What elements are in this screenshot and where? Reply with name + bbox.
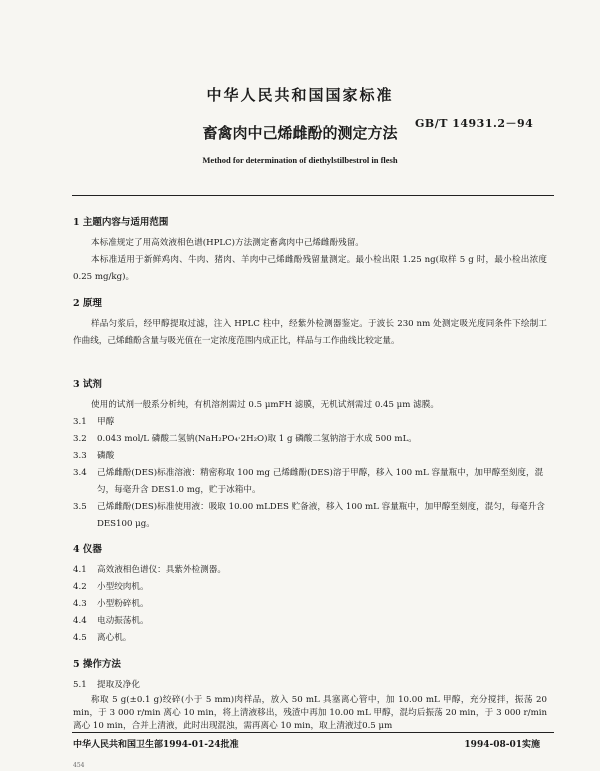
item-text: 甲醇 — [97, 417, 115, 427]
list-item — [73, 465, 547, 499]
list-item — [73, 579, 547, 596]
list-item — [73, 630, 547, 647]
header-divider — [72, 195, 554, 196]
section-heading-4: 4 仪器 — [73, 544, 102, 555]
page-number: 454 — [73, 762, 85, 769]
list-item — [73, 613, 547, 630]
item-number: 3.5 — [73, 502, 87, 512]
item-text: 小型粉碎机。 — [97, 599, 149, 609]
item-number: 3.3 — [73, 451, 87, 461]
approval-date: 中华人民共和国卫生部1994-01-24批准 — [73, 740, 239, 750]
section-1-paragraph: 本标准适用于新鲜鸡肉、牛肉、猪肉、羊肉中己烯雌酚残留量测定。最小检出限 1.25 ng(取样 5 g 时，最小检出浓度 0.25 mg/kg)。 — [73, 255, 547, 282]
item-text: 小型绞肉机。 — [97, 582, 149, 592]
item-text: 己烯雌酚(DES)标准使用液：吸取 10.00 mLDES 贮备液，移入 100 mL 容量瓶中，加甲醇至刻度，混匀，每毫升含 DES100 μg。 — [97, 502, 545, 529]
document-subtitle: Method for determination of diethylstilbestrol in flesh — [202, 155, 398, 165]
item-number: 3.4 — [73, 468, 87, 478]
standard-code: GB/T 14931.2－94 — [415, 117, 534, 130]
item-number: 3.2 — [73, 434, 87, 444]
list-item — [73, 499, 547, 533]
item-text: 提取及净化 — [97, 680, 140, 690]
item-text: 电动振荡机。 — [97, 616, 149, 626]
section-heading-3: 3 试剂 — [73, 379, 102, 390]
list-item — [73, 677, 547, 694]
item-number: 4.5 — [73, 633, 87, 643]
section-2-paragraph: 样品匀浆后，经甲醇提取过滤，注入 HPLC 柱中，经紫外检测器鉴定。于波长 230 nm 处测定吸光度同条件下绘制工作曲线，己烯雌酚含量与吸光值在一定浓度范围内成正比，样品与工作曲线比较定量。 — [73, 319, 547, 346]
section-heading-5: 5 操作方法 — [73, 659, 121, 670]
item-text: 高效液相色谱仪：具紫外检测器。 — [97, 565, 226, 575]
section-1-paragraph: 本标准规定了用高效液相色谱(HPLC)方法测定畜禽肉中己烯雌酚残留。 — [91, 238, 364, 248]
section-heading-1: 1 主题内容与适用范围 — [73, 217, 169, 228]
item-text: 己烯雌酚(DES)标准溶液：精密称取 100 mg 己烯雌酚(DES)溶于甲醇，移入 100 mL 容量瓶中，加甲醇至刻度，混匀，每毫升含 DES1.0 mg，贮于冰箱中。 — [97, 468, 544, 495]
item-number: 4.1 — [73, 565, 87, 575]
list-item — [73, 431, 547, 448]
list-item — [73, 448, 547, 465]
item-text: 磷酸 — [97, 451, 115, 461]
item-number: 3.1 — [73, 417, 87, 427]
list-item — [73, 562, 547, 579]
footer-divider — [72, 732, 554, 733]
item-number: 4.2 — [73, 582, 87, 592]
section-3-intro: 使用的试剂一般系分析纯，有机溶剂需过 0.5 μmFH 滤膜，无机试剂需过 0.45 μm 滤膜。 — [91, 400, 439, 410]
list-item — [73, 414, 547, 431]
item-text: 0.043 mol/L 磷酸二氢钠(NaH₂PO₄·2H₂O)取 1 g 磷酸二氢钠溶于水成 500 mL。 — [97, 434, 417, 444]
item-number: 4.3 — [73, 599, 87, 609]
section-heading-2: 2 原理 — [73, 298, 102, 309]
item-number: 5.1 — [73, 680, 87, 690]
list-item — [73, 596, 547, 613]
standard-organization: 中华人民共和国国家标准 — [206, 86, 394, 104]
implementation-date: 1994-08-01实施 — [464, 740, 540, 750]
document-title: 畜禽肉中己烯雌酚的测定方法 — [202, 124, 398, 142]
section-5-paragraph: 称取 5 g(±0.1 g)绞碎(小于 5 mm)肉样品，放入 50 mL 具塞离心管中，加 10.00 mL 甲醇，充分搅拌，振荡 20 min，于 3 000 r/min 离心 10 min，将上清液移出，残渣中再加 10.00 mL 甲醇，混均后振荡 20 min，于 3 000 r/min 离心 10 min，合并上清液，此时出现混浊，需再离心 10 min，取上清液过0.5 μm — [73, 695, 547, 731]
item-number: 4.4 — [73, 616, 87, 626]
item-text: 离心机。 — [97, 633, 132, 643]
